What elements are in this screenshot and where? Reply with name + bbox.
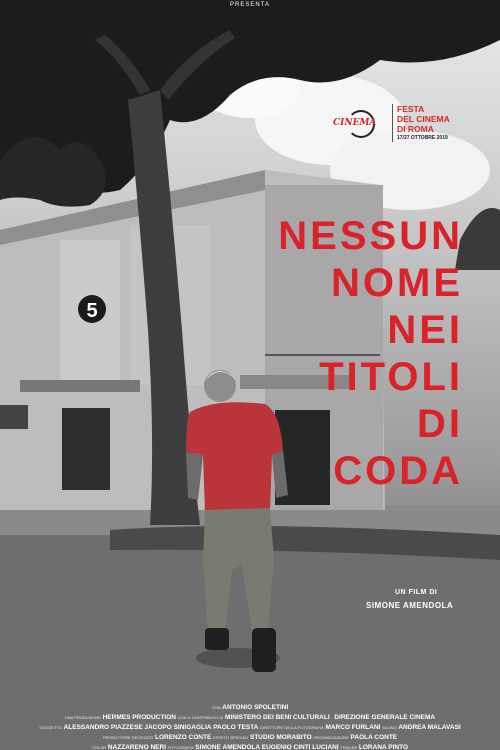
credit-role: UNA PRODUZIONE	[64, 715, 101, 720]
window	[0, 405, 28, 429]
credit-name: LORENZO CONTE	[154, 734, 212, 741]
title-line: CODA	[333, 449, 463, 493]
credit-name: ALESSANDRO PIAZZESE	[63, 724, 143, 731]
credit-role: EFFETTI SPECIALI	[212, 735, 249, 740]
credits-block	[0, 703, 500, 750]
festival-dates: 17/27 OTTOBRE 2019	[397, 135, 448, 141]
credit-role: CON IL CONTRIBUTO DI	[177, 715, 224, 720]
credit-name: NAZZARENO NERI	[107, 744, 167, 750]
title-line: NOME	[331, 261, 463, 305]
credit-role: TRAILER	[340, 745, 358, 750]
credit-role: ORGANIZZAZIONE	[313, 735, 349, 740]
credit-role: PRODUTTORE DELEGATO	[102, 735, 154, 740]
canopy	[20, 380, 140, 392]
credit-role: COLOR	[91, 745, 107, 750]
credit-name: STUDIO MORABITO	[250, 734, 312, 741]
credit-role: FOTOGRAFIA	[167, 745, 194, 750]
credit-name: MINISTERO DEI BENI CULTURALI	[225, 714, 330, 721]
festival-name-line: FESTA	[397, 104, 425, 114]
festival-logo	[333, 104, 463, 144]
title-line: NEI	[387, 308, 463, 352]
credit-role: CON	[211, 705, 221, 710]
credit-name: MARCO FURLANI	[325, 724, 381, 731]
top-tagline: PRESENTA	[230, 2, 270, 8]
festival-name-line: DI ROMA	[397, 124, 434, 134]
credit-name: PAOLO TESTA	[213, 724, 259, 731]
festival-logo-text: CINEMA	[333, 118, 377, 128]
credit-role: -	[331, 715, 333, 720]
credits-line	[0, 743, 500, 750]
credit-role: SOGGETTO	[39, 725, 62, 730]
credit-role: SUONO	[382, 725, 397, 730]
credits-line	[0, 733, 500, 743]
credit-name: ANTONIO SPOLETINI	[222, 704, 289, 711]
man-shoe	[205, 628, 229, 650]
title-line: NESSUN	[278, 214, 463, 258]
festival-divider	[392, 104, 393, 142]
credit-name: PAOLA CONTE	[350, 734, 398, 741]
credit-name: ANDREA MALAVASI	[398, 724, 461, 731]
movie-title	[278, 213, 463, 495]
credit-name: LORANA PINTO	[358, 744, 409, 750]
credit-role: DIRETTORE DELLA FOTOGRAFIA	[260, 725, 324, 730]
credits-line	[0, 703, 500, 713]
film-by-label: UN FILM DI	[395, 589, 438, 596]
man-head	[204, 370, 236, 402]
credit-name: JACOPO SINIGAGLIA	[144, 724, 212, 731]
credit-name: HERMES PRODUCTION	[102, 714, 176, 721]
title-line: DI	[417, 402, 463, 446]
credits-line	[0, 723, 500, 733]
doorway	[62, 408, 110, 490]
credits-line	[0, 713, 500, 723]
man-shoe	[252, 628, 276, 672]
title-line: TITOLI	[319, 355, 463, 399]
festival-name-line: DEL CINEMA	[397, 114, 450, 124]
building-number: 5	[86, 300, 98, 322]
festival-name	[397, 104, 450, 134]
credit-name: SIMONE AMENDOLA	[195, 744, 261, 750]
director-name: SIMONE AMENDOLA	[366, 601, 454, 610]
credit-name: EUGENIO CINTI LUCIANI	[261, 744, 339, 750]
credit-name: DIREZIONE GENERALE CINEMA	[334, 714, 436, 721]
